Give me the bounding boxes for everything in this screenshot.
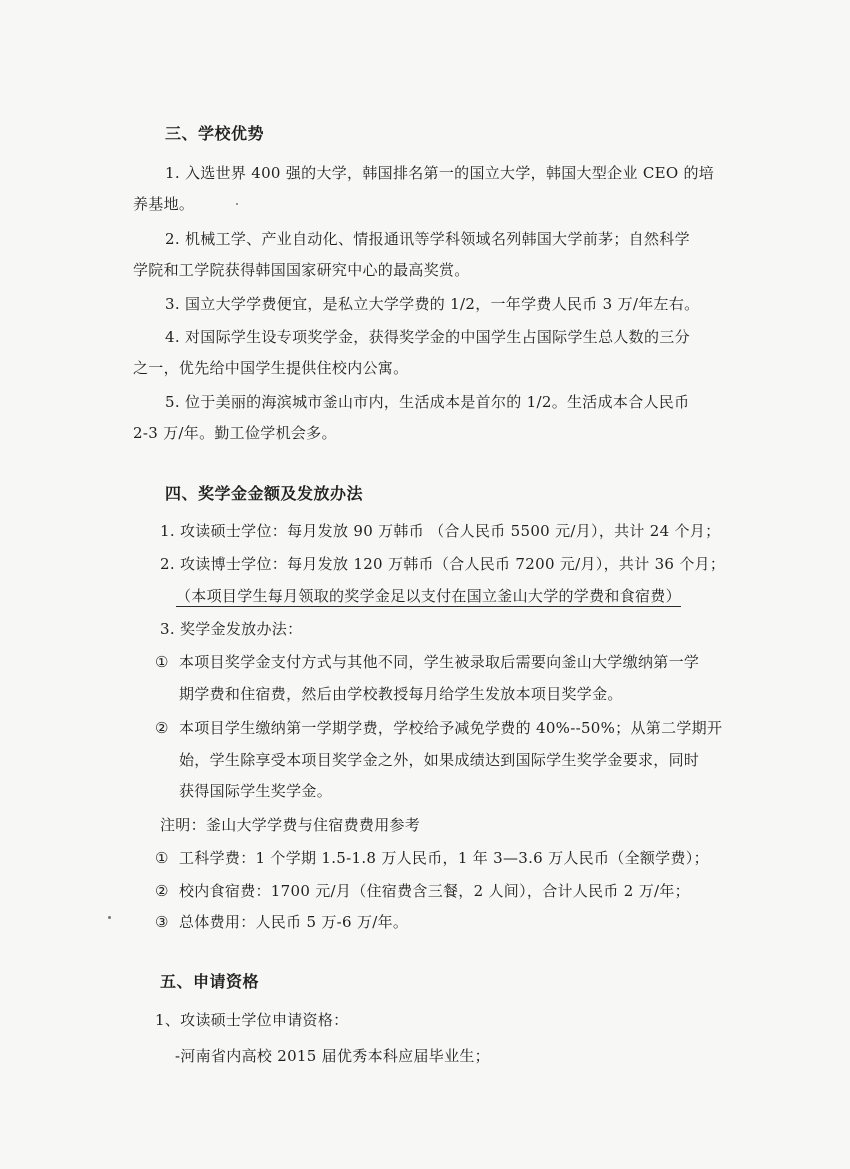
s4-remark: 注明：釜山大学学费与住宿费费用参考 — [160, 816, 421, 834]
s4-sub-2-line-1: 本项目学生缴纳第一学期学费，学校给予减免学费的 40%--50%；从第二学期开 — [179, 719, 723, 737]
scan-speck — [236, 203, 238, 205]
fee-item-1 — [155, 848, 709, 868]
section-5-heading: 五、申请资格 — [160, 972, 260, 991]
section-3-heading: 三、学校优势 — [165, 124, 265, 143]
fee-text: 校内食宿费：1700 元/月（住宿费含三餐，2 人间），合计人民币 2 万/年； — [179, 882, 690, 900]
fee-text: 工科学费：1 个学期 1.5-1.8 万人民币，1 年 3—3.6 万人民币（全额学费）； — [179, 849, 709, 867]
circled-number: ③ — [155, 913, 169, 931]
s3-line-9: 2-3 万/年。勤工俭学机会多。 — [133, 424, 337, 442]
underlined-text: （本项目学生每月领取的奖学金足以支付在国立釜山大学的学费和食宿费） — [176, 587, 681, 605]
s3-line-2: 养基地。 — [133, 195, 195, 213]
circled-number: ① — [155, 849, 169, 867]
s4-item-1: 1. 攻读硕士学位：每月发放 90 万韩币 （合人民币 5500 元/月），共计 24 个月； — [160, 522, 721, 540]
s3-line-6: 4. 对国际学生设专项奖学金，获得奖学金的中国学生占国际学生总人数的三分 — [165, 328, 690, 346]
s4-item-3: 3. 奖学金发放办法： — [160, 620, 303, 638]
fee-item-3 — [155, 912, 408, 932]
scan-speck — [108, 916, 111, 919]
s4-sub-2-line-2: 始，学生除享受本项目奖学金之外，如果成绩达到国际学生奖学金要求，同时 — [179, 751, 700, 769]
s5-item-1: 1、攻读硕士学位申请资格： — [155, 1011, 349, 1029]
s3-line-8: 5. 位于美丽的海滨城市釜山市内，生活成本是首尔的 1/2。生活成本合人民币 — [165, 393, 690, 411]
fee-text: 总体费用：人民币 5 万-6 万/年。 — [179, 913, 409, 931]
s4-sub-1-line-1: 本项目奖学金支付方式与其他不同，学生被录取后需要向釜山大学缴纳第一学 — [179, 653, 700, 671]
s4-sub-2-line-3: 获得国际学生奖学金。 — [179, 782, 333, 800]
circled-number: ② — [155, 719, 169, 737]
s3-line-5: 3. 国立大学学费便宜，是私立大学学费的 1/2，一年学费人民币 3 万/年左右。 — [165, 295, 700, 313]
s4-underlined-note — [176, 586, 681, 606]
s5-item-1-text: -河南省内高校 2015 届优秀本科应届毕业生； — [175, 1047, 490, 1065]
circled-number: ② — [155, 882, 169, 900]
s4-item-2: 2. 攻读博士学位：每月发放 120 万韩币（合人民币 7200 元/月），共计 36 个月； — [160, 555, 726, 573]
s3-line-1: 1. 入选世界 400 强的大学，韩国排名第一的国立大学，韩国大型企业 CEO 的培 — [165, 164, 715, 182]
circled-number: ① — [155, 653, 169, 671]
fee-item-2 — [155, 881, 690, 901]
s3-line-4: 学院和工学院获得韩国国家研究中心的最高奖赏。 — [133, 261, 470, 279]
s4-sub-1 — [155, 652, 699, 672]
s4-sub-2 — [155, 718, 722, 738]
s4-sub-1-line-2: 期学费和住宿费，然后由学校教授每月给学生发放本项目奖学金。 — [179, 685, 623, 703]
s3-line-3: 2. 机械工学、产业自动化、情报通讯等学科领域名列韩国大学前茅；自然科学 — [165, 230, 690, 248]
s3-line-7: 之一，优先给中国学生提供住校内公寓。 — [133, 359, 409, 377]
section-4-heading: 四、奖学金金额及发放办法 — [165, 484, 364, 503]
